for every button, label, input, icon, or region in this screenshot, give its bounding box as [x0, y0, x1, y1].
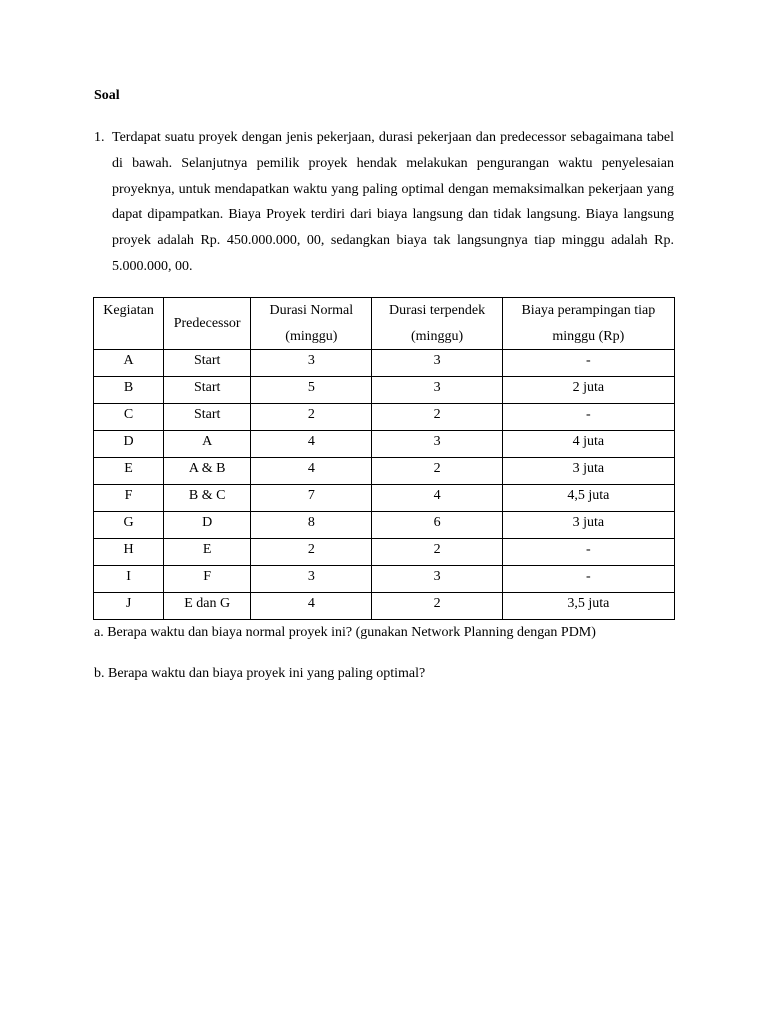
- cell-predecessor: Start: [164, 377, 251, 404]
- cell-kegiatan: I: [94, 566, 164, 593]
- table-row: [94, 431, 675, 458]
- cell-biaya: -: [502, 350, 674, 377]
- cell-predecessor: F: [164, 566, 251, 593]
- cell-terpendek: 3: [372, 566, 502, 593]
- cell-terpendek: 2: [372, 539, 502, 566]
- cell-normal: 5: [251, 377, 372, 404]
- cell-terpendek: 3: [372, 431, 502, 458]
- table-row: [94, 593, 675, 620]
- table-row: [94, 485, 675, 512]
- cell-terpendek: 2: [372, 593, 502, 620]
- table-row: [94, 539, 675, 566]
- cell-kegiatan: H: [94, 539, 164, 566]
- cell-kegiatan: C: [94, 404, 164, 431]
- cell-biaya: -: [502, 539, 674, 566]
- cell-biaya: -: [502, 566, 674, 593]
- cell-terpendek: 2: [372, 458, 502, 485]
- table-row: [94, 512, 675, 539]
- question-number: 1.: [94, 130, 105, 145]
- header-biaya: Biaya perampingan tiap minggu (Rp): [502, 298, 674, 350]
- cell-kegiatan: F: [94, 485, 164, 512]
- cell-predecessor: E: [164, 539, 251, 566]
- table-row: [94, 350, 675, 377]
- question-text: Terdapat suatu proyek dengan jenis pekerjaan, durasi pekerjaan dan predecessor sebagaimana tabel di bawah. Selanjutnya pemilik proyek hendak melakukan pengurangan waktu penyelesaian proyeknya, untuk mendapatkan waktu yang paling optimal dengan memaksimalkan pekerjaan yang dapat dipampatkan. Biaya Proyek terdiri dari biaya langsung dan tidak langsung. Biaya langsung proyek adalah Rp. 450.000.000, 00, sedangkan biaya tak langsungnya tiap minggu adalah Rp. 5.000.000, 00.: [112, 130, 674, 274]
- table-row: [94, 458, 675, 485]
- header-kegiatan: Kegiatan: [94, 298, 164, 350]
- cell-kegiatan: E: [94, 458, 164, 485]
- cell-normal: 3: [251, 566, 372, 593]
- sub-question-b: b. Berapa waktu dan biaya proyek ini yang paling optimal?: [94, 666, 426, 681]
- table-body: [94, 350, 675, 620]
- cell-biaya: -: [502, 404, 674, 431]
- cell-predecessor: Start: [164, 404, 251, 431]
- sub-question-a: a. Berapa waktu dan biaya normal proyek ini? (gunakan Network Planning dengan PDM): [94, 625, 596, 640]
- header-durasi-normal: Durasi Normal (minggu): [251, 298, 372, 350]
- cell-biaya: 4,5 juta: [502, 485, 674, 512]
- cell-predecessor: D: [164, 512, 251, 539]
- cell-predecessor: A & B: [164, 458, 251, 485]
- cell-terpendek: 3: [372, 350, 502, 377]
- header-predecessor: Predecessor: [164, 298, 251, 350]
- cell-biaya: 3 juta: [502, 458, 674, 485]
- cell-kegiatan: J: [94, 593, 164, 620]
- cell-biaya: 3,5 juta: [502, 593, 674, 620]
- cell-predecessor: A: [164, 431, 251, 458]
- cell-terpendek: 6: [372, 512, 502, 539]
- cell-normal: 2: [251, 404, 372, 431]
- table-row: [94, 404, 675, 431]
- cell-predecessor: B & C: [164, 485, 251, 512]
- cell-biaya: 4 juta: [502, 431, 674, 458]
- cell-normal: 2: [251, 539, 372, 566]
- table-row: [94, 566, 675, 593]
- cell-kegiatan: A: [94, 350, 164, 377]
- cell-normal: 7: [251, 485, 372, 512]
- activity-table: [93, 297, 675, 620]
- cell-kegiatan: G: [94, 512, 164, 539]
- cell-biaya: 2 juta: [502, 377, 674, 404]
- document-title: Soal: [94, 88, 120, 103]
- cell-terpendek: 2: [372, 404, 502, 431]
- cell-predecessor: E dan G: [164, 593, 251, 620]
- question-1: [94, 125, 674, 280]
- cell-kegiatan: D: [94, 431, 164, 458]
- cell-terpendek: 4: [372, 485, 502, 512]
- cell-normal: 3: [251, 350, 372, 377]
- cell-normal: 4: [251, 431, 372, 458]
- cell-normal: 8: [251, 512, 372, 539]
- cell-kegiatan: B: [94, 377, 164, 404]
- cell-terpendek: 3: [372, 377, 502, 404]
- cell-predecessor: Start: [164, 350, 251, 377]
- cell-normal: 4: [251, 458, 372, 485]
- cell-normal: 4: [251, 593, 372, 620]
- cell-biaya: 3 juta: [502, 512, 674, 539]
- table-row: [94, 377, 675, 404]
- header-durasi-terpendek: Durasi terpendek (minggu): [372, 298, 502, 350]
- table-header-row: [94, 298, 675, 350]
